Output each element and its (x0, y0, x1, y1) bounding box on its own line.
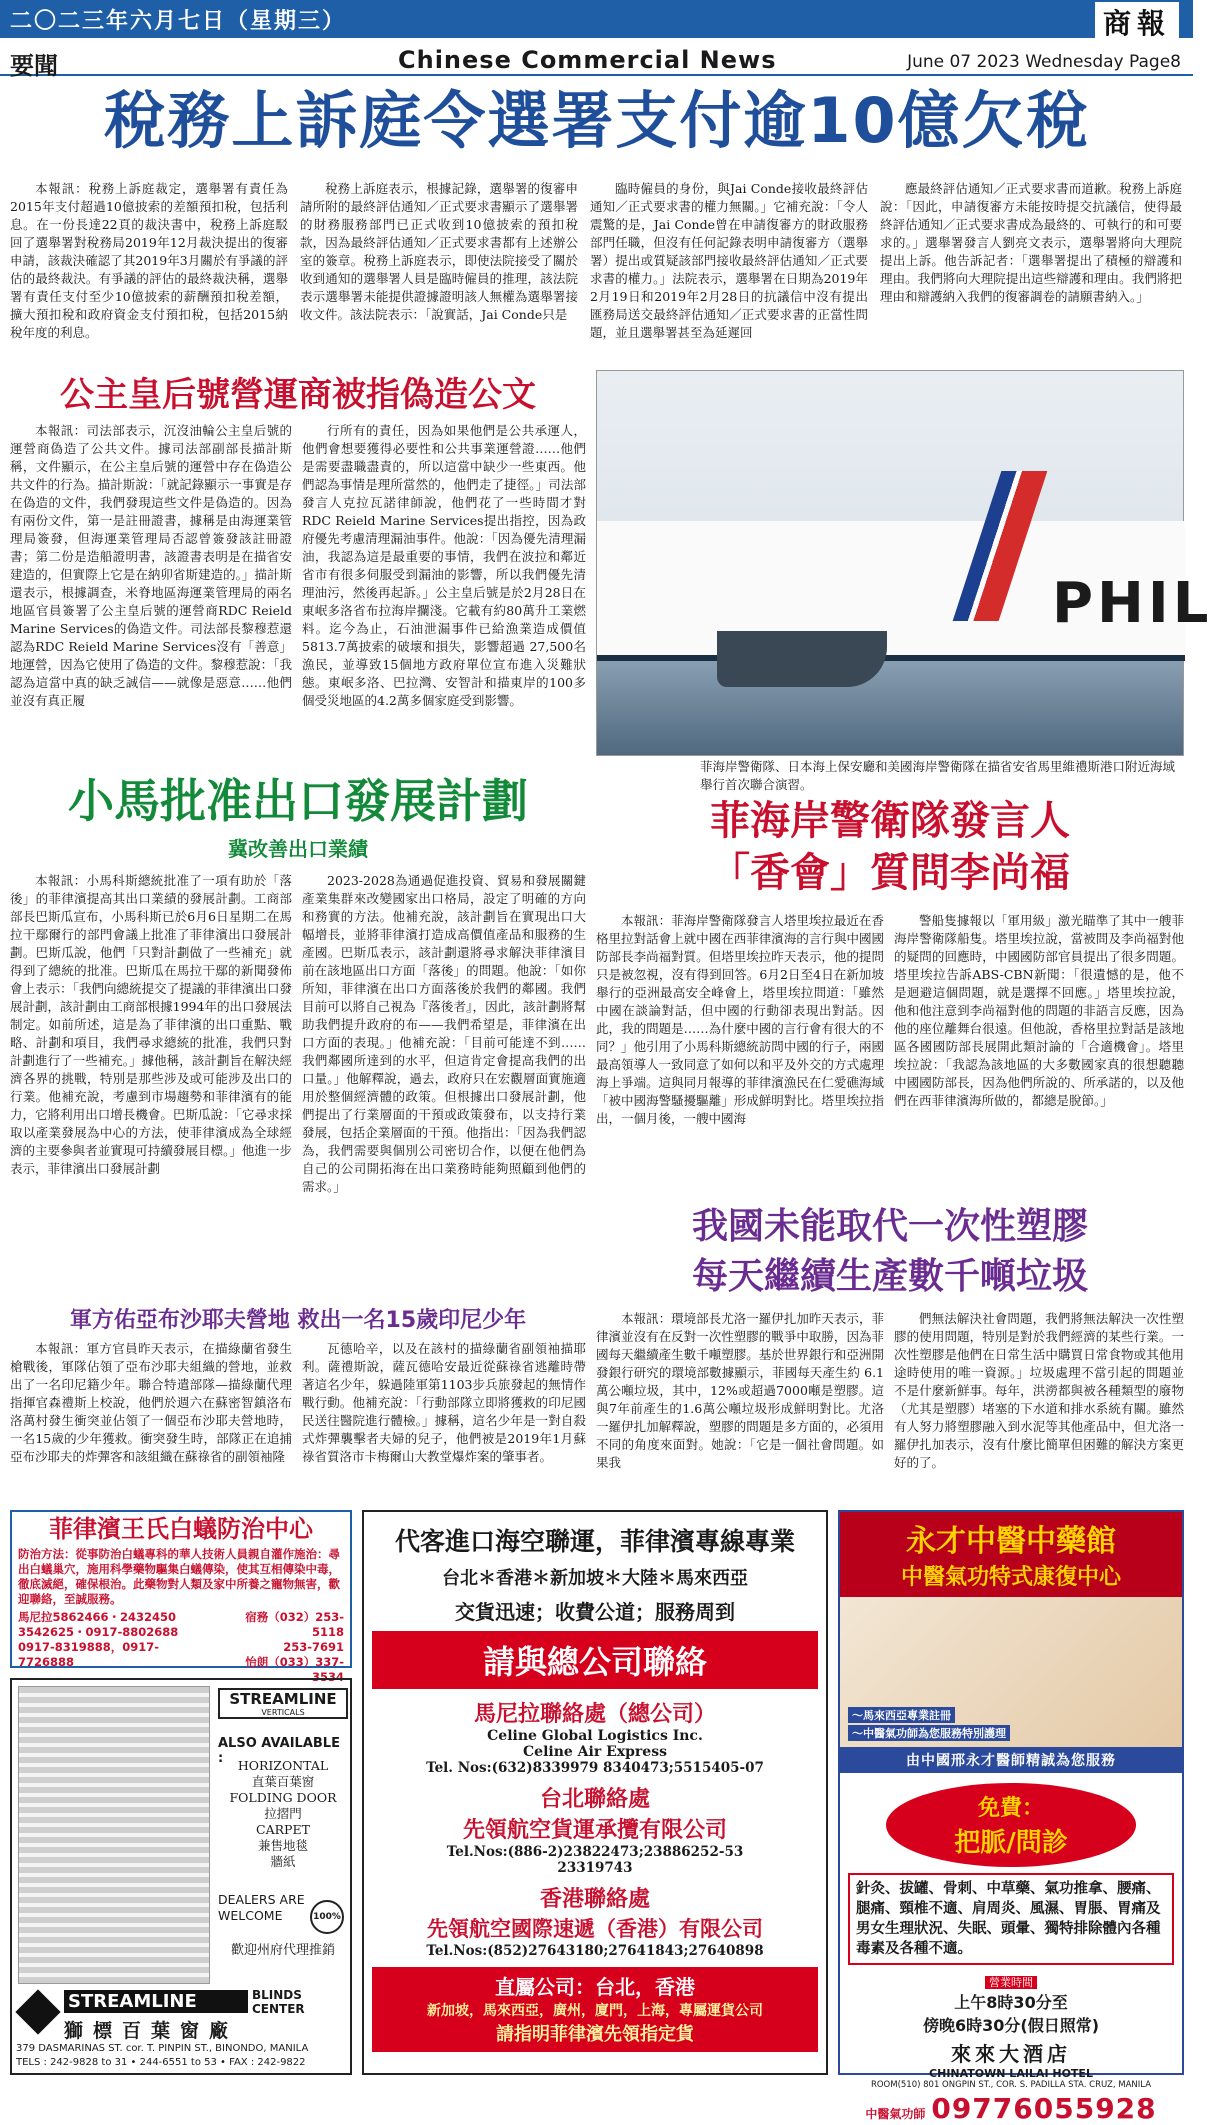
ad-pest-body: 防治方法：從事防治白蟻專科的華人技術人員親自灌作施治：尋出白蟻巢穴，施用科學藥物驅集白蟻傳染，使其互相傳染中毒，徹底滅絕，確保根治。此藥物對人類及家中所養之寵物無害，歡迎聯絡，至誠服務。 (18, 1546, 340, 1606)
ad-streamline-brand: STREAMLINE (229, 1690, 337, 1708)
ad-tcm-free-1: 免費： (977, 1796, 1044, 1821)
ad-streamline-logo-right: BLINDS CENTER (252, 1988, 305, 2016)
ad-tcm-hours-2: 傍晚6時30分(假日照常) (922, 2016, 1100, 2035)
ad-streamline-dealers-zh: 歡迎州府代理推銷 (230, 1943, 335, 1958)
issue-line: June 07 2023 Wednesday Page8 (907, 52, 1181, 72)
coastguard-col-1: 本報訊：菲海岸警衛隊發言人塔里埃拉最近在香格里拉對話會上就中國在西菲律濱海的言行與中國國防部長李尚福對質。但塔里埃拉昨天表示，他的提問只是被忽視，沒有得到回答。6月2日至4日在新加坡舉行的亞洲最高安全峰會上，塔里埃拉問道：「雖然中國在談論對話，但中國的行動卻表現出對話。因此，我的問題是……為什麼中國的言行會有很大的不同？」他引用了小馬科斯總統訪問中國的行子，兩國最高領導人一致同意了如何以和平及外交的方式處理海上爭端。這與同月報導的菲律濱漁民在仁愛礁海域「被中國海警騷擾驅離」形成鮮明對比。塔里埃拉指出，一個月後，一艘中國海 (596, 913, 884, 1126)
ad-tcm-hours-label: 營業時間 (985, 1976, 1037, 1989)
ad-pest-control (10, 1510, 352, 1684)
ad-streamline-brand-sub: VERTICALS (261, 1708, 305, 1717)
ad-tcm-photo-caption-2: ～中醫氣功師為您服務特別護理 (848, 1725, 1010, 1741)
ad-logistics-hq: 直屬公司：台北，香港 (495, 1975, 695, 1999)
masthead-en: Chinese Commercial News (398, 46, 777, 74)
ad-tcm-subtitle: 中醫氣功特式康復中心 (840, 1560, 1182, 1597)
ad-streamline-logo: STREAMLINE (64, 1990, 248, 2013)
ad-tcm-free-2: 把脈/問診 (954, 1828, 1068, 1858)
ad-streamline-logo-zh: 獅標百葉窗廠 (64, 2020, 239, 2042)
ad-streamline-address: 379 DASMARINAS ST. cor. T. PINPIN ST., BINONDO, MANILA (16, 2043, 309, 2054)
streamline-logo-icon (15, 1989, 60, 2034)
princess-col-1: 本報訊：司法部表示，沉沒油輪公主皇后號的運營商偽造了公共文件。據司法部副部長描計斯稱，文件顯示，在公主皇后號的運營中存在偽造公共文件的行為。描計斯說：「就記錄顯示一事實是存在偽造的文件，我們發現這些文件是偽造的。因為有兩份文件，第一是註冊證書，據稱是由海運業管理局簽發，但海運業管理局否認曾簽發該註冊證書；第二份是造船證明書，該證書表明是在描省安建造的，但實際上它是在納卯省斯建造的。」描計斯還表示，根據調查，米脊地區海運業管理局的兩名地區官員簽署了公主皇后號的運營商RDC Reield Marine Services的偽造文件。司法部長黎穆惹還認為RDC Reield Marine Services沒有「善意」地運營，因為它使用了偽造的文件。黎穆惹說：「我認為這當中真的缺乏誠信——就像是惡意……他們並沒有真正履 (10, 423, 292, 708)
coast-guard-photo (596, 370, 1212, 756)
ad-streamline-blinds (10, 1678, 352, 2075)
ad-tcm-photo (840, 1597, 1182, 1747)
ad-tcm-title: 永才中醫中藥館 (840, 1512, 1182, 1560)
rescue-col-1: 本報訊：軍方官員昨天表示，在描綠蘭省發生槍戰後，軍隊佔領了亞布沙耶夫組織的營地，並救出了一名印尼籍少年。聯合特遣部隊—描綠蘭代理指揮官森禮斯上校說，他們於週六在蘇密智鎮洛布洛萬村發生衝突並佔領了一個亞布沙耶夫營地時，一名15歲的少年獲救。衝突發生時，部隊正在追捕亞布沙耶夫的炸彈客和該組織在蘇祿省的副領袖隆 (10, 1341, 292, 1464)
ad-tcm-photo-caption-1: ～馬來西亞專業註冊 (848, 1707, 955, 1723)
ad-pest-phones-left: 馬尼拉5862466・2432450 3542625・0917-8802688 0917-8319888，0917-7726888 (18, 1609, 179, 1669)
ad-logistics-office1-tel: Tel. Nos:(632)8339979 8340473;5515405-07 (426, 1760, 764, 1776)
coastguard-col-2: 警船隻據報以「軍用級」激光瞄準了其中一艘菲海岸警衛隊船隻。塔里埃拉說，當被問及李尚福對他的疑問的回應時，中國國防部官員提出了很多問題。塔里埃拉告訴ABS-CBN新聞：「很遺憾的是，他不是迴避這個問題，就是選擇不回應。」塔里埃拉說，他和他注意到李尚福對他的問題的非語言反應，因為他的座位離舞台很遠。但他說，香格里拉對話是該地區各國國防部長展開此類討論的「合適機會」。塔里埃拉說：「我認為該地區的大多數國家真的很想聽聽中國國防部長，因為他們所說的、所承諾的，以及他們在西菲律濱海所做的，都總是脫節。」 (894, 913, 1184, 1108)
ad-logistics-contact: 請與總公司聯絡 (372, 1631, 818, 1689)
ad-tcm-clinic (838, 1510, 1184, 2125)
headline-col-1: 本報訊：稅務上訴庭裁定，選舉署有責任為2015年支付超過10億披索的差額預扣稅，包括利息。在一份長達22頁的裁決書中，稅務上訴庭駁回了選舉署對稅務局2019年12月裁決提出的復審申請，該裁決確認了其2019年3月關於有爭議的評估的最終裁決。有爭議的評估的最終裁決稱，選舉署有責任支付至少10億披索的薪酬預扣稅差額，擴大預扣稅和政府資金支付預扣稅，包括2015納稅年度的利息。 (10, 181, 288, 340)
ad-logistics-office2-tel1: Tel.Nos:(886-2)23822473;23886252-53 (446, 1844, 744, 1860)
hull-lettering: PHIL (1052, 571, 1212, 636)
coastguard-headline-1: 菲海岸警衛隊發言人 (710, 798, 1070, 844)
export-col-1: 本報訊：小馬科斯總統批准了一項有助於「落後」的菲律濱提高其出口業績的發展計劃。工商部部長巴斯瓜宣布，小馬科斯已於6月6日星期二在馬拉干鄢爾行的部門會議上批准了菲律濱出口發展計劃。巴斯瓜說，他們「只對計劃做了一些補充」就得到了總統的批准。巴斯瓜在馬拉干鄢的新聞發佈會上表示：「我們向總統提交了提議的菲律濱出口發展計劃，該計劃由工商部根據1994年的出口發展法制定。如前所述，這是為了菲律濱的出口重點、戰略、計劃和項目，我們尋求總統的批准，我們只對計劃進行了一些補充。」據他稱，該計劃旨在解決經濟各界的挑戰，特別是那些涉及或可能涉及出口的行業。他補充說，考慮到市場趨勢和菲律濱有的能力，它將利用出口增長機會。巴斯瓜說：「它尋求採取以產業發展為中心的方法，使菲律濱成為全球經濟的主要參與者並實現可持續發展目標。」他進一步表示，菲律濱出口發展計劃 (10, 873, 292, 1176)
coastguard-headline-2: 「香會」質問李尚福 (710, 850, 1070, 896)
rigid-boat (717, 631, 887, 687)
ad-logistics-hq-box (372, 1967, 818, 2052)
ad-logistics-office1-en1: Celine Global Logistics Inc. (487, 1728, 703, 1744)
ad-tcm-hours-1: 上午8時30分至 (954, 1993, 1068, 2012)
ad-logistics-routes: 台北＊香港＊新加坡＊大陸＊馬來西亞 (442, 1568, 748, 1589)
rescue-col-2: 瓦德哈辛，以及在該村的描綠蘭省副領袖描耶利。薩禮斯說，薩瓦德哈安最近從蘇祿省逃離時帶著這名少年，躲過陸軍第1103步兵旅發起的無情作戰行動。他補充說：「行動部隊立即將獲救的印尼國民送往醫院進行體檢。」據稱，這名少年是一對自殺式炸彈襲擊者夫婦的兒子，他們被是2019年1月蘇祿省質洛市卡梅爾山大教堂爆炸案的肇事者。 (302, 1341, 586, 1464)
rescue-headline: 軍方佑亞布沙耶夫營地 救出一名15歲印尼少年 (69, 1308, 527, 1333)
ad-tcm-services: 針灸、拔罐、骨刺、中草藥、氣功推拿、腰痛、腿痛、頸椎不適、肩周炎、風濕、胃脹、胃痛及男女生理狀況、失眠、頭暈、獨特排除體內各種毒素及各種不適。 (848, 1873, 1174, 1965)
guarantee-badge: 100% (310, 1900, 344, 1934)
ad-logistics-office3: 香港聯絡處 (539, 1887, 650, 1912)
ad-logistics-hq-cities: 新加坡，馬來西亞，廣州，廈門，上海，專屬運貨公司 (427, 2003, 763, 2019)
ad-logistics-office1: 馬尼拉聯絡處（總公司） (473, 1702, 716, 1727)
ad-tcm-banner: 由中國邢永才醫師精誠為您服務 (840, 1747, 1182, 1773)
ad-logistics (362, 1510, 828, 2075)
plastic-headline-1: 我國未能取代一次性塑膠 (691, 1206, 1088, 1247)
export-subheadline: 冀改善出口業績 (228, 837, 368, 861)
ad-logistics-hq-note: 請指明菲律濱先領指定貨 (496, 2024, 694, 2045)
export-headline: 小馬批准出口發展計劃 (68, 774, 528, 828)
princess-col-2: 行所有的責任，因為如果他們是公共承運人，他們會想要獲得必要性和公共事業運營證……他們是需要盡職盡責的，所以這當中缺少一些東西。他們認為事情是理所當然的，他們走了捷徑。」司法部發言人克拉瓦諾律師說，他們花了一些時間才對RDC Reield Marine Services提出指控，因為政府優先考慮清理漏油事件。他說：「因為優先清理漏油，我認為這是最重要的事情，我們在波拉和鄰近省市有很多伺服受到漏油的影響，所以我們優先清理油污，然後再起訴。」公主皇后號是於2月28日在東岷多洛省布拉海岸攔淺。它載有約80萬升工業燃料。迄今為止，石油泄漏事件已給漁業造成價值5813.7萬披索的破壞和損失，影響超過 27,500名漁民，並導致15個地方政府單位宣布進入災難狀態。東岷多洛、巴拉灣、安智計和描東岸的100多個受災地區的4.2萬多個家庭受到影響。 (302, 423, 586, 708)
ad-streamline-tels: TELS : 242-9828 to 31 • 244-6551 to 53 • FAX : 242-9822 (16, 2057, 306, 2068)
plastic-col-2: 們無法解決社會問題，我們將無法解決一次性塑膠的使用問題，特別是對於我們經濟的某些行業。一次性塑膠是他們在日常生活中購買日常食物或其他用途時使用的唯一資源。」垃圾處理不當引起的問題並不是什麼新鮮事。每年，洪澇都與被各種類型的廢物（尤其是塑膠）堵塞的下水道和排水系統有關。雖然有人努力將塑膠融入到水泥等其他產品中，但尤洛一羅伊扎加表示，沒有什麼比簡單但困難的解決方案更好的了。 (894, 1311, 1184, 1470)
blinds-photo (18, 1686, 210, 1984)
ad-logistics-title: 代客進口海空聯運，菲律濱專線專業 (394, 1527, 795, 1556)
princess-headline: 公主皇后號營運商被指偽造公文 (60, 375, 536, 415)
paper-name-zh: 商報 (1095, 2, 1179, 42)
ad-tcm-hotel-en: CHINATOWN LAILAI HOTEL (929, 2067, 1093, 2080)
ad-streamline-items: HORIZONTAL 直葉百葉窗 FOLDING DOOR 拉摺門 CARPET 兼售地毯 牆紙 (229, 1758, 337, 1869)
photo-caption: 菲海岸警衛隊、日本海上保安廳和美國海岸警衛隊在描省安省馬里維禮斯港口附近海域舉行首次聯合演習。 (700, 759, 1176, 792)
ad-streamline-also: ALSO AVAILABLE : (218, 1736, 340, 1766)
export-col-2: 2023-2028為通過促進投資、貿易和發展關鍵產業集群來改變國家出口格局，設定了明確的方向和務實的方法。他補充說，該計劃旨在實現出口大幅增長，並將菲律濱打造成高價值產品和服務的生產國。巴斯瓜表示，該計劃還將尋求解決菲律濱目前在該地區出口方面「落後」的問題。他說：「如你所知，菲律濱在出口方面落後於我們的鄰國。我們目前可以將自己視為『落後者』，因此，該計劃將幫助我們提升政府的布——我們希望是，菲律濱在出口方面的表現。」他補充說：「目前可能達不到……我們鄰國所達到的水平，但這肯定會提高我們的出口量。」他解釋說，過去，政府只在宏觀層面實施適用於整個經濟體的政策。但根據出口發展計劃，他們提出了行業層面的干預或政策發布，以支持行業發展，包括企業層面的干預。他指出：「因為我們認為，我們需要與個別公司密切合作，以便在他們為自己的公司開拓海在出口業務時能夠照顧到他們的需求。」 (302, 873, 586, 1194)
ad-tcm-phone-label: 中醫氣功師 (865, 2107, 926, 2121)
ad-logistics-tagline: 交貨迅速；收費公道；服務周到 (455, 1600, 735, 1624)
ad-logistics-office2: 台北聯絡處 (539, 1787, 650, 1812)
ad-tcm-phone: 09776055928 (931, 2092, 1157, 2125)
ad-logistics-office2-tel2: 23319743 (557, 1860, 633, 1876)
ad-streamline-dealers: DEALERS ARE WELCOME (218, 1892, 305, 1923)
ad-logistics-office1-en2: Celine Air Express (523, 1744, 667, 1760)
ad-logistics-office3-tel: Tel.Nos:(852)27643180;27641843;27640898 (426, 1943, 764, 1959)
issue-date-zh: 二〇二三年六月七日（星期三） (10, 9, 347, 34)
plastic-headline-2: 每天繼續生產數千噸垃圾 (691, 1256, 1088, 1297)
ad-logistics-office3-co: 先領航空國際速遞（香港）有限公司 (427, 1917, 763, 1941)
ad-tcm-hotel: 來來大酒店 (951, 2042, 1071, 2066)
headline-col-4: 應最終評估通知／正式要求書而道歉。稅務上訴庭說：「因此，申請復審方未能按時提交抗議信，使得最終評估通知／正式要求書成為最終的、可執行的和可要求的。」選舉署發言人劉亮文表示，選舉署將向大理院提出上訴。他告訴記者：「選舉署提出了積極的辯護和理由。我們將向大理院提出這些辯護和理由。我們將把理由和辯護納入我們的復審調卷的請願書納入。」 (880, 181, 1182, 304)
ad-tcm-hotel-addr: ROOM(510) 801 ONGPIN ST., COR. S. PADILLA STA. CRUZ, MANILA (870, 2080, 1152, 2090)
ad-logistics-office2-co: 先領航空貨運承攬有限公司 (462, 1818, 727, 1843)
ad-tcm-free-badge (886, 1783, 1136, 1867)
section-label: 要聞 (10, 52, 58, 80)
headline-col-2: 稅務上訴庭表示，根據記錄，選舉署的復審申請所附的最終評估通知／正式要求書顯示了選舉署的財務服務部門已正式收到10億披索的預扣稅款，因為最終評估通知／正式要求書都有上述辦公室的簽章。稅務上訴庭表示，即使法院接受了關於收到通知的選舉署人員是臨時僱員的推理，該法院表示選舉署未能提供證據證明該人無權為選舉署接收文件。該法院表示：「說實話，Jai Conde只是 (300, 181, 578, 322)
main-headline: 稅務上訴庭令選署支付逾10億欠稅 (103, 84, 1090, 157)
plastic-col-1: 本報訊：環境部長尤洛一羅伊扎加昨天表示，菲律濱並沒有在反對一次性塑膠的戰爭中取勝，因為菲國每天繼續產生數千噸塑膠。基於世界銀行和亞洲開發銀行研究的環境部數據顯示，菲國每天產生約 6.1萬公噸垃圾，其中，12%或超過7000噸是塑膠。這與7年前產生的1.6萬公噸垃圾形成鮮明對比。尤洛一羅伊扎加解釋說，塑膠的問題是多方面的，必須用不同的角度來面對。她說：「它是一個社會問題。如果我 (596, 1311, 884, 1470)
headline-col-3: 臨時僱員的身份，與Jai Conde接收最終評估通知／正式要求書的權力無關。」它補充說：「令人震驚的是，Jai Conde曾在申請復審方的財政服務部門任職，但沒有任何記錄表明申請復審方（選舉署）提出或質疑該部門接收最終評估通知／正式要求書的權力。」法院表示，選舉署在日期為2019年2月19日和2019年2月28日的抗議信中沒有提出匯務局送交最終評估通知／正式要求書的正當性問題，並且選舉署甚至為延遲回 (590, 181, 868, 340)
ad-pest-title: 菲律濱王氏白蟻防治中心 (49, 1515, 313, 1543)
ad-pest-phones-right: 宿務（032）253-5118 253-7691 怡朗（033）337-3534 (245, 1609, 344, 1684)
